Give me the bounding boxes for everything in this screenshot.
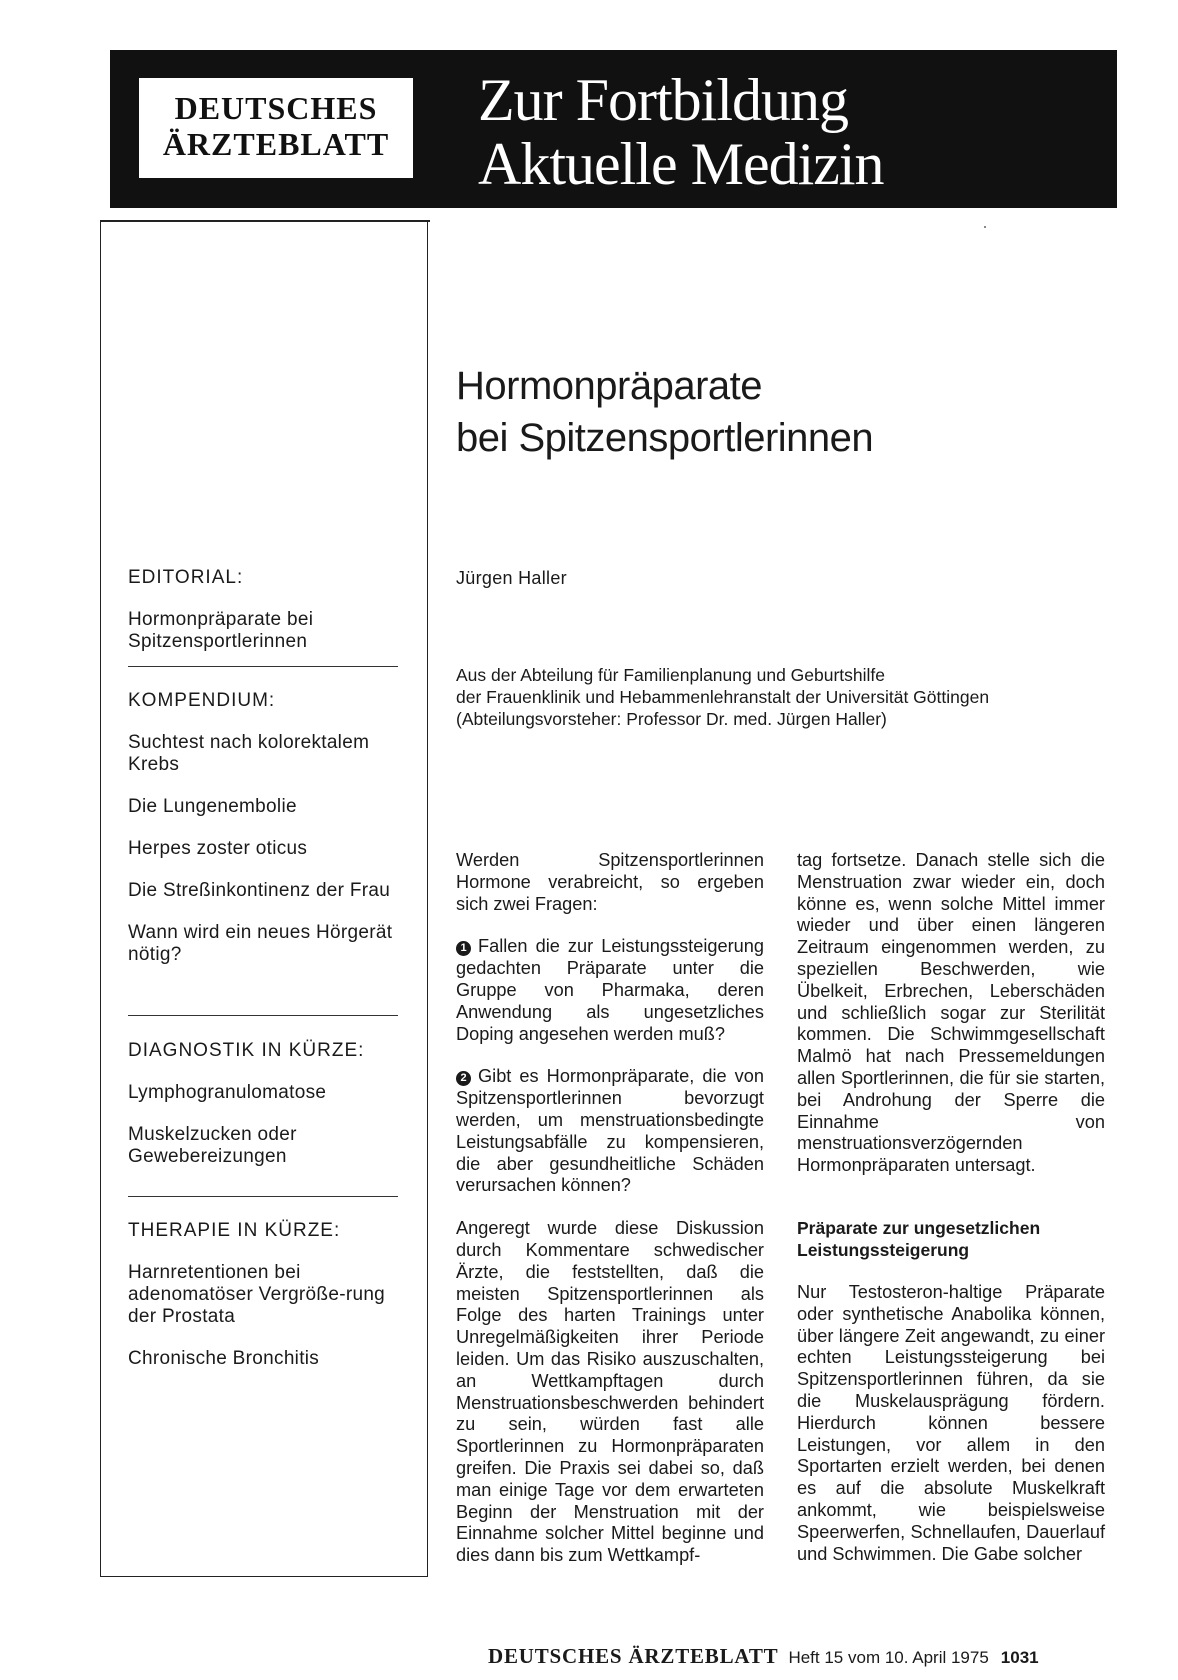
footer-issue: Heft 15 vom 10. April 1975 [788, 1648, 989, 1667]
sidebar-item: Harnretentionen bei adenomatöser Vergröße-rung der Prostata [128, 1262, 386, 1327]
article-title [456, 360, 873, 464]
page-footer [488, 1644, 1039, 1669]
article-title-line-1: Hormonpräparate [456, 364, 762, 408]
number-marker-icon: 1 [456, 941, 471, 956]
author-name: Jürgen Haller [456, 568, 567, 588]
sidebar-heading: KOMPENDIUM: [128, 690, 276, 711]
question-text: Fallen die zur Leistungssteigerung gedachten Präparate unter die Gruppe von Pharmaka, deren Anwendung als ungesetzliches Doping angesehen werden muß? [456, 936, 764, 1044]
sidebar-item: Muskelzucken oder Gewebereizungen [128, 1124, 297, 1167]
author-affiliation [456, 664, 989, 730]
sidebar-divider [128, 1196, 398, 1197]
body-column-2 [797, 850, 1105, 1586]
sidebar-item: Suchtest nach kolorektalem Krebs [128, 732, 370, 775]
question-2 [456, 1066, 764, 1197]
sidebar-item: Lymphogranulomatose [128, 1082, 327, 1103]
sidebar-heading: EDITORIAL: [128, 567, 244, 588]
sidebar-heading: THERAPIE IN KÜRZE: [128, 1220, 341, 1241]
body-paragraph: Werden Spitzensportlerinnen Hormone verabreicht, so ergeben sich zwei Fragen: [456, 850, 764, 914]
sidebar-item: Wann wird ein neues Hörgerät nötig? [128, 922, 393, 965]
sidebar-item: Die Lungenembolie [128, 796, 297, 817]
sidebar-divider [128, 666, 398, 667]
logo-line-1: DEUTSCHES [174, 90, 378, 126]
body-column-1 [456, 850, 764, 1588]
body-paragraph: Nur Testosteron-haltige Präparate oder synthetische Anabolika können, über längere Zeit angewandt, zu einer echten Leistungssteigerung bei Spitzensportlerinnen führen, da sie die Muskelausprägung fördern. Hierdurch können bessere Leistungen, vor allem in den Sportarten erzielt werden, bei denen es auf die absolute Muskelkraft ankommt, wie beispielsweise Speerwerfen, Schnellaufen, Dauerlauf und Schwimmen. Die Gabe solcher [797, 1281, 1105, 1564]
section-title [478, 68, 884, 196]
masthead-banner [110, 50, 1117, 208]
sidebar-section-therapie [128, 1220, 418, 1370]
section-subheading: Präparate zur ungesetzlichen Leistungssteigerung [797, 1217, 1041, 1260]
sidebar-heading: DIAGNOSTIK IN KÜRZE: [128, 1040, 365, 1061]
footer-magazine-name: DEUTSCHES ÄRZTEBLATT [488, 1644, 779, 1668]
body-paragraph: tag fortsetze. Danach stelle sich die Menstruation zwar wieder ein, doch könne es, wenn solche Mittel immer wieder und über einen längeren Zeitraum eingenommen werden, zu speziellen Beschwerden, wie Übelkeit, Erbrechen, Leberschäden und schließlich sogar zur Sterilität kommen. Die Schwimmgesellschaft Malmö hat nach Pressemeldungen allen Sportlerinnen, die für sie starten, bei Androhung der Sperre die Einnahme von menstruationsverzögernden Hormonpräparaten untersagt. [797, 850, 1105, 1176]
section-title-line-2: Aktuelle Medizin [478, 131, 884, 197]
section-title-line-1: Zur Fortbildung [478, 67, 848, 133]
print-speck [984, 226, 986, 228]
sidebar-section-editorial [128, 567, 418, 653]
body-paragraph: Angeregt wurde diese Diskussion durch Kommentare schwedischer Ärzte, die feststellten, daß die meisten Spitzensportlerinnen als Folge des harten Trainings unter Unregelmäßigkeiten ihrer Periode leiden. Um das Risiko auszuschalten, an Wettkampftagen durch Menstruationsbeschwerden behindert zu sein, würden fast alle Sportlerinnen zu Hormonpräparaten greifen. Die Praxis sei dabei so, daß man einige Tage vor dem erwarteten Beginn der Menstruation mit der Einnahme solcher Mittel beginne und dies dann bis zum Wettkampf- [456, 1218, 764, 1566]
sidebar-item: Die Streßinkontinenz der Frau [128, 880, 391, 901]
question-1 [456, 936, 764, 1045]
affiliation-line-3: (Abteilungsvorsteher: Professor Dr. med. Jürgen Haller) [456, 709, 887, 729]
sidebar-section-diagnostik [128, 1040, 418, 1168]
number-marker-icon: 2 [456, 1071, 471, 1086]
article-title-line-2: bei Spitzensportlerinnen [456, 416, 874, 460]
question-text: Gibt es Hormonpräparate, die von Spitzensportlerinnen bevorzugt werden, um menstruationsbedingte Leistungsabfälle zu kompensieren, die aber gesundheitliche Schäden verursachen können? [456, 1066, 764, 1196]
journal-logo [139, 78, 413, 178]
sidebar-section-kompendium [128, 690, 418, 966]
sidebar-item: Chronische Bronchitis [128, 1348, 320, 1369]
page-number: 1031 [1000, 1648, 1039, 1667]
affiliation-line-2: der Frauenklinik und Hebammenlehranstalt der Universität Göttingen [456, 687, 990, 707]
sidebar-divider [128, 1015, 398, 1016]
logo-line-2: ÄRZTEBLATT [162, 126, 390, 162]
sidebar-item: Herpes zoster oticus [128, 838, 308, 859]
contents-sidebar [100, 220, 428, 1577]
affiliation-line-1: Aus der Abteilung für Familienplanung und Geburtshilfe [456, 665, 886, 685]
sidebar-item: Hormonpräparate bei Spitzensportlerinnen [128, 609, 314, 652]
